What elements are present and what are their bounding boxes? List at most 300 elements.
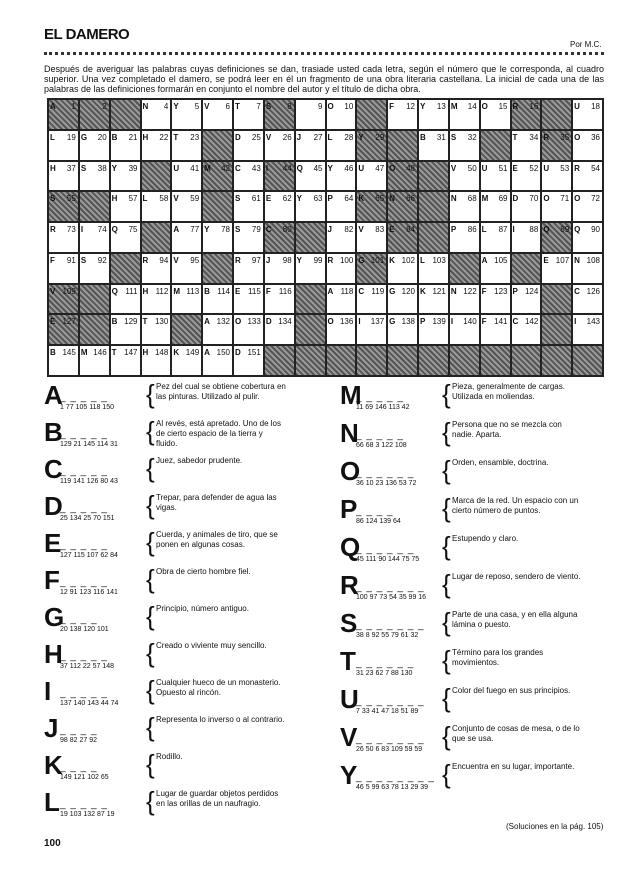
cell-number: 98 xyxy=(282,255,292,265)
brace-icon: { xyxy=(442,683,451,713)
answer-blanks[interactable]: _ _ _ _ _ _ _ xyxy=(356,696,425,707)
answer-blanks[interactable]: _ _ _ _ xyxy=(60,762,98,773)
grid-cell xyxy=(202,161,233,192)
cell-letter: R xyxy=(512,102,519,111)
cell-number: 13 xyxy=(436,102,446,111)
grid-cell xyxy=(541,345,572,376)
grid-cell xyxy=(79,99,110,130)
cell-letter: Y xyxy=(296,194,302,204)
cell-number: 82 xyxy=(344,225,354,235)
cell-letter: V xyxy=(265,132,272,142)
cell-number: 47 xyxy=(375,163,385,173)
brace-icon: { xyxy=(442,759,451,789)
grid-cell xyxy=(418,253,449,284)
clue-definition: Obra de cierto hombre fiel. xyxy=(156,567,251,576)
cell-letter: M xyxy=(481,194,489,204)
grid-cell xyxy=(141,130,172,161)
cell-number: 42 xyxy=(221,163,230,173)
grid-cell xyxy=(79,314,110,345)
cell-number: 146 xyxy=(93,348,107,358)
grid-cell xyxy=(141,345,172,376)
grid-cell xyxy=(264,222,295,253)
grid-cell xyxy=(171,284,202,315)
cell-number: 64 xyxy=(344,194,354,204)
cell-number: 113 xyxy=(186,286,200,296)
grid-cell xyxy=(449,191,480,222)
cell-number: 65 xyxy=(375,194,385,204)
clue-definition: Orden, ensamble, doctrina. xyxy=(452,458,549,467)
grid-cell xyxy=(295,99,326,130)
grid-cell xyxy=(511,253,542,284)
cell-number: 20 xyxy=(97,132,107,142)
grid-cell xyxy=(110,130,141,161)
grid-cell xyxy=(326,345,357,376)
clue-definition: Pieza, generalmente de cargas. Utilizada en moliendas. xyxy=(452,382,565,401)
clue-definition: Estupendo y claro. xyxy=(452,534,519,543)
cell-number: 39 xyxy=(128,163,138,173)
brace-icon: { xyxy=(146,490,155,520)
cell-number: 52 xyxy=(529,163,539,173)
page-number: 100 xyxy=(44,838,61,849)
cell-letter: F xyxy=(389,102,395,111)
grid-cell xyxy=(110,99,141,130)
grid-cell xyxy=(202,284,233,315)
brace-icon: { xyxy=(146,453,155,483)
cell-number: 91 xyxy=(66,255,76,265)
brace-icon: { xyxy=(442,455,451,485)
answer-blanks[interactable]: _ _ _ _ _ _ _ _ xyxy=(356,772,435,783)
cell-number: 109 xyxy=(62,286,76,296)
cell-letter: C xyxy=(512,317,519,327)
cell-number: 132 xyxy=(216,317,230,327)
grid-cell xyxy=(387,130,418,161)
cell-letter: R xyxy=(235,255,241,265)
cell-letter: S xyxy=(235,225,241,235)
grid-cell xyxy=(79,284,110,315)
cell-letter: E xyxy=(235,286,241,296)
clue-numbers: 1 77 105 118 150 xyxy=(60,404,114,411)
answer-blanks[interactable]: _ _ _ _ _ xyxy=(60,799,108,810)
brace-icon: { xyxy=(146,527,155,557)
solutions-note: (Soluciones en la pág. 105) xyxy=(506,822,604,831)
grid-cell xyxy=(418,284,449,315)
cell-letter: C xyxy=(235,163,241,173)
grid-cell xyxy=(356,222,387,253)
clue-numbers: 31 23 62 7 88 130 xyxy=(356,670,413,677)
clue-entry xyxy=(340,760,600,808)
cell-letter: Q xyxy=(574,225,581,235)
cell-number: 100 xyxy=(339,255,354,265)
grid-cell xyxy=(572,99,603,130)
cell-letter: N xyxy=(389,194,395,204)
cell-number: 124 xyxy=(524,286,539,296)
grid-cell xyxy=(110,314,141,345)
cell-number: 35 xyxy=(560,132,570,142)
cell-number: 150 xyxy=(216,348,230,358)
cell-number: 44 xyxy=(282,163,292,173)
cell-number: 66 xyxy=(406,194,415,204)
brace-icon: { xyxy=(442,569,451,599)
cell-number: 75 xyxy=(128,225,138,235)
cell-number: 25 xyxy=(251,132,261,142)
cell-number: 140 xyxy=(463,317,477,327)
cell-number: 19 xyxy=(66,132,76,142)
clue-letter: P xyxy=(340,494,358,524)
answer-blanks[interactable]: _ _ _ _ _ xyxy=(60,466,108,477)
grid-cell xyxy=(141,284,172,315)
cell-number: 70 xyxy=(529,194,539,204)
answer-blanks[interactable]: _ _ _ _ _ _ xyxy=(356,544,415,555)
cell-number: 142 xyxy=(524,317,539,327)
clue-numbers: 45 111 90 144 75 75 xyxy=(356,556,420,563)
grid-cell xyxy=(295,222,326,253)
grid-cell xyxy=(356,99,387,130)
grid-cell xyxy=(295,284,326,315)
answer-blanks[interactable]: _ _ _ _ _ _ xyxy=(356,468,415,479)
cell-number: 59 xyxy=(190,194,200,204)
grid-cell xyxy=(326,314,357,345)
clue-definition: Rodillo. xyxy=(156,752,183,761)
clue-numbers: 100 97 73 54 35 99 16 xyxy=(356,594,427,601)
grid-cell xyxy=(541,222,572,253)
clue-letter: E xyxy=(44,528,62,558)
answer-blanks[interactable]: _ _ _ _ _ xyxy=(60,651,108,662)
cell-letter: N xyxy=(450,286,457,296)
cell-number: 8 xyxy=(287,102,292,111)
cell-letter: D xyxy=(235,348,241,358)
grid-cell xyxy=(202,222,233,253)
grid-cell xyxy=(202,130,233,161)
grid-cell xyxy=(480,314,511,345)
cell-letter: I xyxy=(265,163,269,173)
cell-letter: M xyxy=(450,102,458,111)
cell-letter: S xyxy=(50,194,56,204)
cell-number: 112 xyxy=(155,286,169,296)
clue-letter: V xyxy=(340,722,358,752)
cell-letter: P xyxy=(450,225,457,235)
cell-number: 61 xyxy=(251,194,261,204)
cell-number: 90 xyxy=(591,225,600,235)
cell-letter: A xyxy=(204,348,210,358)
grid-cell xyxy=(387,314,418,345)
grid-cell xyxy=(326,191,357,222)
cell-number: 34 xyxy=(529,132,539,142)
clue-numbers: 37 112 22 57 148 xyxy=(60,663,114,670)
grid-cell xyxy=(449,222,480,253)
clue-letter: B xyxy=(44,417,63,447)
answer-blanks[interactable]: _ _ _ _ _ xyxy=(60,392,108,403)
cell-number: 92 xyxy=(97,255,107,265)
brace-icon: { xyxy=(442,607,451,637)
answer-blanks[interactable]: _ _ _ _ _ _ _ xyxy=(356,620,425,631)
clue-definition: Cuerda, y animales de tiro, que se ponen en algunas cosas. xyxy=(156,530,278,549)
cell-number: 5 xyxy=(194,102,200,111)
brace-icon: { xyxy=(146,638,155,668)
cell-number: 143 xyxy=(586,317,600,327)
brace-icon: { xyxy=(146,675,155,705)
grid-cell xyxy=(110,345,141,376)
cell-letter: D xyxy=(235,132,241,142)
cell-number: 50 xyxy=(467,163,477,173)
cell-letter: I xyxy=(80,225,84,235)
grid-cell xyxy=(326,130,357,161)
cell-number: 14 xyxy=(467,102,477,111)
grid-cell xyxy=(202,253,233,284)
clue-definition: Principio, número antiguo. xyxy=(156,604,249,613)
grid-cell xyxy=(171,99,202,130)
cell-letter: K xyxy=(173,348,180,358)
grid-cell xyxy=(572,191,603,222)
cell-number: 2 xyxy=(102,102,107,111)
clue-letter: L xyxy=(44,787,60,817)
grid-cell xyxy=(572,253,603,284)
cell-letter: M xyxy=(80,348,88,358)
grid-cell xyxy=(79,191,110,222)
cell-number: 103 xyxy=(432,255,446,265)
instructions-paragraph: Después de averiguar las palabras cuyas definiciones se dan, trasiade usted cada letra, según el número que le corresponda, al cuadro superior. Una vez completado el damero, se podrá leer en él un fragmento de una obra literaria castellana. La inicial de cada una de las palabras de las definiciones formarán en conjunto el nombre del autor y el título de dicha obra. xyxy=(44,64,604,94)
brace-icon: { xyxy=(442,531,451,561)
grid-cell xyxy=(572,130,603,161)
brace-icon: { xyxy=(146,601,155,631)
grid-cell xyxy=(480,161,511,192)
grid-cell xyxy=(79,253,110,284)
grid-cell xyxy=(264,253,295,284)
grid-cell xyxy=(171,191,202,222)
answer-blanks[interactable]: _ _ _ _ _ xyxy=(60,688,108,699)
answer-blanks[interactable]: _ _ _ _ _ xyxy=(60,503,108,514)
cell-number: 27 xyxy=(313,132,323,142)
damero-grid xyxy=(47,98,604,377)
cell-number: 51 xyxy=(498,163,508,173)
grid-cell xyxy=(511,314,542,345)
clue-numbers: 98 82 27 92 xyxy=(60,737,97,744)
answer-blanks[interactable]: _ _ _ _ _ _ _ xyxy=(356,582,425,593)
cell-number: 53 xyxy=(560,163,570,173)
grid-cell xyxy=(171,314,202,345)
grid-cell xyxy=(480,99,511,130)
clue-numbers: 66 68 3 122 108 xyxy=(356,442,407,449)
cell-number: 89 xyxy=(560,225,570,235)
cell-letter: O xyxy=(327,317,334,327)
brace-icon: { xyxy=(442,379,451,409)
grid-cell xyxy=(233,314,264,345)
grid-cell xyxy=(511,99,542,130)
grid-cell xyxy=(171,130,202,161)
cell-letter: V xyxy=(450,163,457,173)
grid-cell xyxy=(233,284,264,315)
grid-cell xyxy=(418,314,449,345)
cell-letter: T xyxy=(512,132,518,142)
grid-cell xyxy=(171,345,202,376)
clue-letter: M xyxy=(340,380,362,410)
answer-blanks[interactable]: _ _ _ _ xyxy=(60,725,98,736)
grid-cell xyxy=(233,345,264,376)
cell-letter: B xyxy=(111,317,118,327)
grid-cell xyxy=(264,284,295,315)
cell-number: 114 xyxy=(217,286,230,296)
cell-letter: U xyxy=(358,163,365,173)
grid-cell xyxy=(418,161,449,192)
grid-cell xyxy=(233,161,264,192)
cell-letter: A xyxy=(481,255,488,265)
clue-letter: Y xyxy=(340,760,358,790)
grid-cell xyxy=(326,222,357,253)
cell-number: 37 xyxy=(66,163,76,173)
clue-letter: K xyxy=(44,750,63,780)
grid-cell xyxy=(511,345,542,376)
grid-cell xyxy=(79,345,110,376)
cell-number: 54 xyxy=(591,163,600,173)
grid-cell xyxy=(418,130,449,161)
grid-cell xyxy=(572,284,603,315)
cell-number: 74 xyxy=(97,225,107,235)
cell-number: 108 xyxy=(586,255,600,265)
grid-cell xyxy=(511,284,542,315)
grid-cell xyxy=(387,99,418,130)
grid-cell xyxy=(202,314,233,345)
grid-cell xyxy=(171,222,202,253)
cell-letter: L xyxy=(481,225,487,235)
cell-letter: L xyxy=(50,132,55,142)
dotted-rule xyxy=(44,44,604,55)
grid-cell xyxy=(171,253,202,284)
clue-numbers: 46 5 99 63 78 13 29 39 xyxy=(356,784,429,791)
clue-letter: C xyxy=(44,454,63,484)
answer-blanks[interactable]: _ _ _ _ _ xyxy=(60,540,108,551)
cell-number: 97 xyxy=(251,255,261,265)
cell-letter: B xyxy=(420,132,426,142)
clue-numbers: 36 10 23 136 53 72 xyxy=(356,480,417,487)
cell-letter: D xyxy=(265,317,272,327)
clue-numbers: 38 8 92 55 79 61 32 xyxy=(356,632,419,639)
answer-blanks[interactable]: _ _ _ _ xyxy=(356,506,394,517)
cell-letter: R xyxy=(142,255,149,265)
cell-letter: L xyxy=(420,255,425,265)
grid-cell xyxy=(141,222,172,253)
cell-letter: G xyxy=(80,132,88,142)
cell-letter: Y xyxy=(327,163,333,173)
clue-numbers: 12 91 123 116 141 xyxy=(60,589,118,596)
brace-icon: { xyxy=(442,417,451,447)
grid-cell xyxy=(233,222,264,253)
cell-number: 68 xyxy=(467,194,477,204)
cell-number: 45 xyxy=(313,163,323,173)
cell-number: 63 xyxy=(313,194,323,204)
cell-number: 4 xyxy=(163,102,169,111)
grid-cell xyxy=(541,314,572,345)
clue-letter: D xyxy=(44,491,63,521)
answer-blanks[interactable]: _ _ _ _ xyxy=(60,614,98,625)
cell-number: 133 xyxy=(247,317,261,327)
clue-definition: Creado o viviente muy sencillo. xyxy=(156,641,267,650)
answer-blanks[interactable]: _ _ _ _ _ _ xyxy=(356,658,415,669)
cell-number: 87 xyxy=(498,225,508,235)
cell-letter: H xyxy=(142,132,149,142)
cell-letter: C xyxy=(574,286,580,296)
grid-cell xyxy=(387,345,418,376)
cell-letter: O xyxy=(389,163,396,173)
brace-icon: { xyxy=(146,379,155,409)
brace-icon: { xyxy=(442,493,451,523)
cell-number: 141 xyxy=(494,317,508,327)
cell-number: 84 xyxy=(406,225,415,235)
cell-number: 80 xyxy=(282,225,292,235)
cell-number: 126 xyxy=(586,286,600,296)
grid-cell xyxy=(295,191,326,222)
cell-number: 130 xyxy=(154,317,169,327)
cell-letter: P xyxy=(512,286,518,296)
clue-definition: Marca de la red. Un espacio con un cierto número de puntos. xyxy=(452,496,579,515)
grid-cell xyxy=(233,253,264,284)
cell-letter: N xyxy=(450,194,457,204)
grid-cell xyxy=(356,161,387,192)
cell-number: 32 xyxy=(467,132,477,142)
grid-cell xyxy=(511,222,542,253)
cell-number: 23 xyxy=(190,132,200,142)
cell-letter: Q xyxy=(296,163,303,173)
clue-numbers: 20 138 120 101 xyxy=(60,626,109,633)
answer-blanks[interactable]: _ _ _ _ _ xyxy=(356,392,404,403)
cell-letter: V xyxy=(50,286,56,296)
cell-letter: E xyxy=(512,163,518,173)
grid-cell xyxy=(264,314,295,345)
cell-number: 41 xyxy=(190,163,200,173)
page-title: EL DAMERO xyxy=(44,26,130,43)
clue-definition: Lugar de reposo, sendero de viento. xyxy=(452,572,581,581)
clue-letter: N xyxy=(340,418,359,448)
cell-letter: C xyxy=(358,286,365,296)
grid-cell xyxy=(449,253,480,284)
cell-letter: R xyxy=(50,225,56,235)
grid-cell xyxy=(264,345,295,376)
grid-cell xyxy=(449,99,480,130)
cell-number: 22 xyxy=(159,132,169,142)
clue-letter: U xyxy=(340,684,359,714)
cell-letter: Y xyxy=(204,225,210,235)
answer-blanks[interactable]: _ _ _ _ _ xyxy=(356,430,404,441)
grid-cell xyxy=(418,222,449,253)
cell-number: 21 xyxy=(128,132,138,142)
cell-number: 62 xyxy=(282,194,292,204)
cell-letter: U xyxy=(173,163,180,173)
grid-cell xyxy=(480,191,511,222)
cell-letter: S xyxy=(80,163,87,173)
cell-number: 73 xyxy=(66,225,76,235)
cell-letter: N xyxy=(142,102,149,111)
cell-letter: Y xyxy=(358,132,364,142)
grid-cell xyxy=(541,161,572,192)
cell-letter: Q xyxy=(111,286,118,296)
clue-definition: Al revés, está apretado. Uno de los de cierto espacio de la tierra y fluido. xyxy=(156,419,281,448)
clue-definition: Juez, sabedor prudente. xyxy=(156,456,243,465)
brace-icon: { xyxy=(146,749,155,779)
answer-blanks[interactable]: _ _ _ _ _ xyxy=(60,429,108,440)
grid-cell xyxy=(326,253,357,284)
cell-letter: J xyxy=(296,132,302,142)
cell-number: 137 xyxy=(370,317,385,327)
cell-number: 149 xyxy=(185,348,200,358)
grid-cell xyxy=(356,191,387,222)
answer-blanks[interactable]: _ _ _ _ _ _ _ xyxy=(356,734,425,745)
cell-number: 134 xyxy=(278,317,292,327)
cell-number: 147 xyxy=(124,348,138,358)
grid-cell xyxy=(110,222,141,253)
answer-blanks[interactable]: _ _ _ _ _ xyxy=(60,577,108,588)
clue-letter: T xyxy=(340,646,356,676)
grid-cell xyxy=(202,345,233,376)
grid-cell xyxy=(326,99,357,130)
grid-cell xyxy=(326,284,357,315)
